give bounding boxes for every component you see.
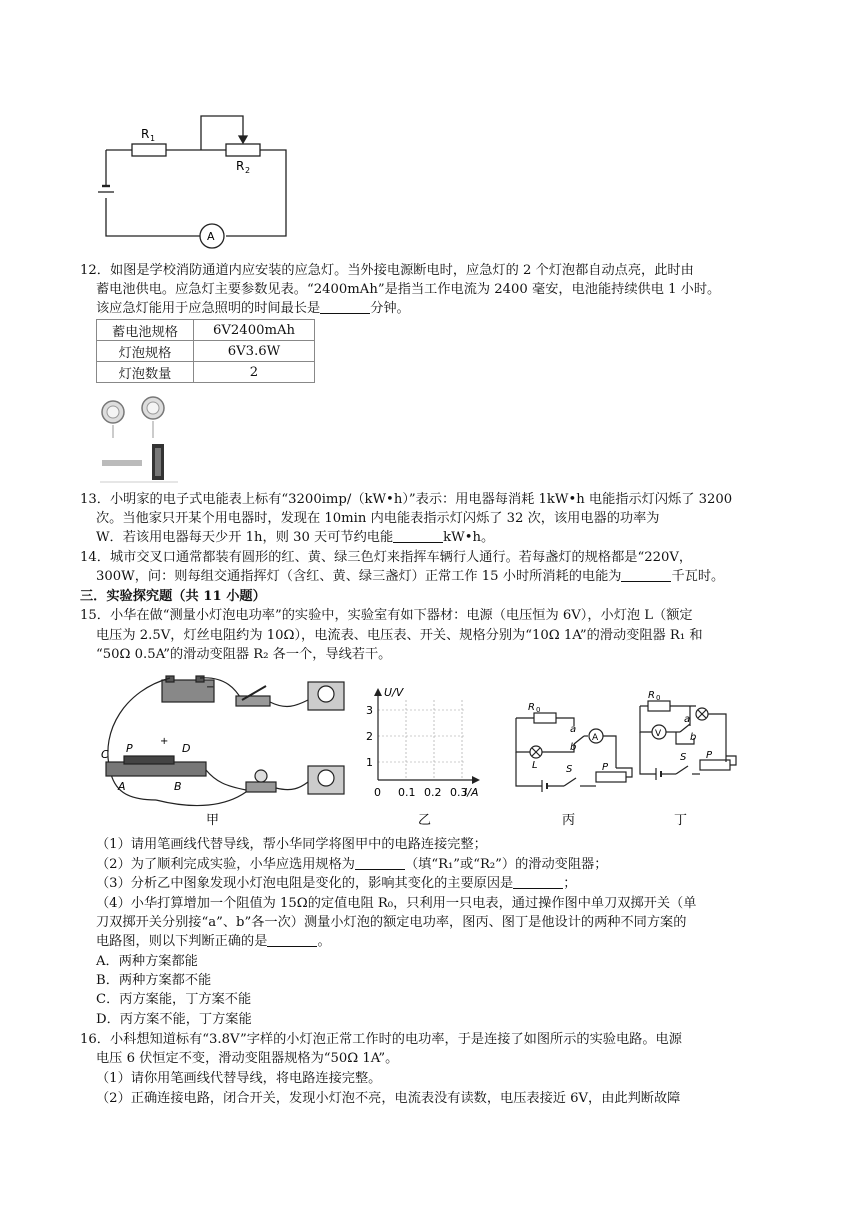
table-key: 灯泡数量	[97, 362, 194, 383]
circuit-figure-r1-r2	[96, 108, 296, 250]
svg-text:P: P	[126, 742, 133, 755]
q14-text-a: 300W，问：则每组交通指挥灯（含红、黄、绿三盏灯）正常工作 15 小时所消耗的电能为	[96, 569, 622, 584]
svg-text:R: R	[528, 702, 535, 713]
svg-text:D: D	[182, 742, 191, 755]
q13-line1: 13．小明家的电子式电能表上标有“3200imp/（kW•h）”表示：用电器每消耗 1kW•h 电能指示灯闪烁了 3200	[80, 492, 733, 507]
table-value: 6V2400mAh	[194, 320, 315, 341]
q15-sub4-line2: 刀双掷开关分别接“a”、b”各一次）测量小灯泡的额定电功率，图丙、图丁是他设计的两种不同方案的	[96, 915, 687, 930]
q12-line1: 12．如图是学校消防通道内应安装的应急灯。当外接电源断电时，应急灯的 2 个灯泡都自动点亮，此时由	[80, 263, 694, 278]
q15-line2: 电压为 2.5V，灯丝电阻约为 10Ω），电流表、电压表、开关、规格分别为“10Ω 1A”的滑动变阻器 R₁ 和	[96, 628, 703, 643]
r2-sub: 2	[245, 166, 251, 175]
svg-text:S: S	[680, 752, 687, 763]
table-row	[97, 341, 315, 362]
q15-sub3-a: （3）分析乙中图象发现小灯泡电阻是变化的，影响其变化的主要原因是	[96, 876, 514, 891]
resistor-r2	[226, 144, 260, 156]
svg-text:A: A	[592, 733, 599, 743]
svg-text:b: b	[690, 732, 697, 743]
svg-text:+: +	[160, 736, 169, 747]
graph-xlabel: I/A	[464, 786, 479, 799]
q14-line2	[96, 568, 724, 586]
q15-sub1: （1）请用笔画线代替导线，帮小华同学将图甲中的电路连接完整；	[96, 837, 487, 852]
table-row	[97, 362, 315, 383]
q15-sub2	[96, 856, 607, 874]
option-b[interactable]: B．两种方案都不能	[96, 973, 212, 988]
graph-ytick: 3	[366, 704, 373, 717]
figure-ding	[640, 701, 736, 780]
q12-answer-blank[interactable]	[320, 300, 370, 314]
q15-sub4-a: 电路图，则以下判断正确的是	[96, 934, 268, 949]
svg-text:0: 0	[536, 706, 541, 714]
r1-label: R	[141, 127, 150, 141]
resistor-r1	[132, 144, 166, 156]
svg-text:−: −	[206, 682, 215, 693]
q13-line3	[96, 529, 494, 547]
q12-text-b: 分钟。	[370, 301, 410, 316]
svg-text:R: R	[648, 690, 655, 701]
q13-line2: 次。当他家只开某个用电器时，发现在 10min 内电能表指示灯闪烁了 32 次，该用电器的功率为	[96, 511, 660, 526]
q16-line2: 电压 6 伏恒定不变，滑动变阻器规格为“50Ω 1A”。	[96, 1051, 399, 1066]
svg-text:C: C	[101, 748, 109, 761]
q14-text-b: 千瓦时。	[671, 569, 725, 584]
graph-xtick: 0	[374, 786, 381, 799]
label-jia: 甲	[206, 813, 220, 828]
q16-sub1: （1）请你用笔画线代替导线，将电路连接完整。	[96, 1071, 382, 1086]
ammeter-label: A	[207, 230, 215, 243]
label-ding: 丁	[674, 813, 688, 828]
q14-line1: 14．城市交叉口通常都装有圆形的红、黄、绿三色灯来指挥车辆行人通行。若每盏灯的规格都是“220V，	[80, 550, 693, 565]
q12-line3	[96, 300, 410, 318]
graph-ylabel: U/V	[384, 686, 404, 699]
q15-sub4-blank[interactable]	[267, 933, 317, 947]
table-row	[97, 320, 315, 341]
q16-sub2: （2）正确连接电路，闭合开关，发现小灯泡不亮，电流表没有读数，电压表接近 6V，由此判断故障	[96, 1091, 681, 1106]
table-key: 蓄电池规格	[97, 320, 194, 341]
table-value: 6V3.6W	[194, 341, 315, 362]
q15-sub3-blank[interactable]	[513, 875, 563, 889]
q15-line3: “50Ω 0.5A”的滑动变阻器 R₂ 各一个，导线若干。	[96, 647, 392, 662]
q15-sub4-line1: （4）小华打算增加一个阻值为 15Ω的定值电阻 R₀，只利用一只电表，通过操作图中单刀双掷开关（单	[96, 896, 697, 911]
option-d[interactable]: D．丙方案不能，丁方案能	[96, 1012, 252, 1027]
graph-xtick: 0.2	[424, 786, 442, 799]
label-yi: 乙	[418, 813, 432, 828]
q16-line1: 16．小科想知道标有“3.8V”字样的小灯泡正常工作时的电功率，于是连接了如图所示的实验电路。电源	[80, 1032, 682, 1047]
q15-sub3	[96, 875, 576, 893]
graph-xtick: 0.1	[398, 786, 416, 799]
svg-text:a: a	[570, 724, 577, 735]
graph-ytick: 1	[366, 756, 373, 769]
section-heading: 三．实验探究题（共 11 小题）	[80, 589, 266, 604]
svg-text:P: P	[706, 750, 713, 761]
q13-text-a: W．若该用电器每天少开 1h，则 30 天可节约电能	[96, 530, 394, 545]
q15-sub4-line3	[96, 933, 331, 951]
svg-text:A: A	[118, 780, 126, 793]
figure-yi-graph	[366, 686, 480, 828]
svg-text:B: B	[174, 780, 182, 793]
svg-text:a: a	[684, 714, 691, 725]
label-bing: 丙	[562, 813, 576, 828]
svg-text:P: P	[602, 762, 609, 773]
q13-answer-blank[interactable]	[393, 529, 443, 543]
q15-sub2-b: （填“R₁”或“R₂”）的滑动变阻器；	[404, 857, 608, 872]
q15-sub4-b: 。	[317, 934, 331, 949]
svg-text:0: 0	[656, 694, 661, 702]
q14-answer-blank[interactable]	[621, 568, 671, 582]
q13-text-b: kW•h。	[443, 530, 495, 545]
svg-text:b: b	[570, 742, 577, 753]
emergency-light-image	[98, 394, 180, 486]
option-a[interactable]: A．两种方案都能	[96, 954, 198, 969]
option-c[interactable]: C．丙方案能，丁方案不能	[96, 992, 252, 1007]
r2-label: R	[236, 159, 245, 173]
table-key: 灯泡规格	[97, 341, 194, 362]
r1-sub: 1	[150, 134, 156, 143]
figure-jia	[106, 676, 344, 806]
svg-text:S: S	[566, 764, 573, 775]
graph-xtick: 0.3	[450, 786, 468, 799]
q15-sub2-a: （2）为了顺利完成实验，小华应选用规格为	[96, 857, 355, 872]
emergency-light-spec-table	[96, 319, 315, 383]
graph-ytick: 2	[366, 730, 373, 743]
q15-line1: 15．小华在做“测量小灯泡电功率”的实验中，实验室有如下器材：电源（电压恒为 6V），小灯泡 L（额定	[80, 608, 693, 623]
q15-sub2-blank[interactable]	[355, 856, 405, 870]
q12-text-a: 该应急灯能用于应急照明的时间最长是	[96, 301, 321, 316]
q15-figures	[96, 670, 776, 830]
svg-text:L: L	[532, 760, 538, 771]
table-value: 2	[194, 362, 315, 383]
q15-sub3-b: ；	[563, 876, 577, 891]
svg-text:V: V	[655, 729, 662, 739]
q12-line2: 蓄电池供电。应急灯主要参数见表。“2400mAh”是指当工作电流为 2400 毫安，电池能持续供电 1 小时。	[96, 282, 721, 297]
